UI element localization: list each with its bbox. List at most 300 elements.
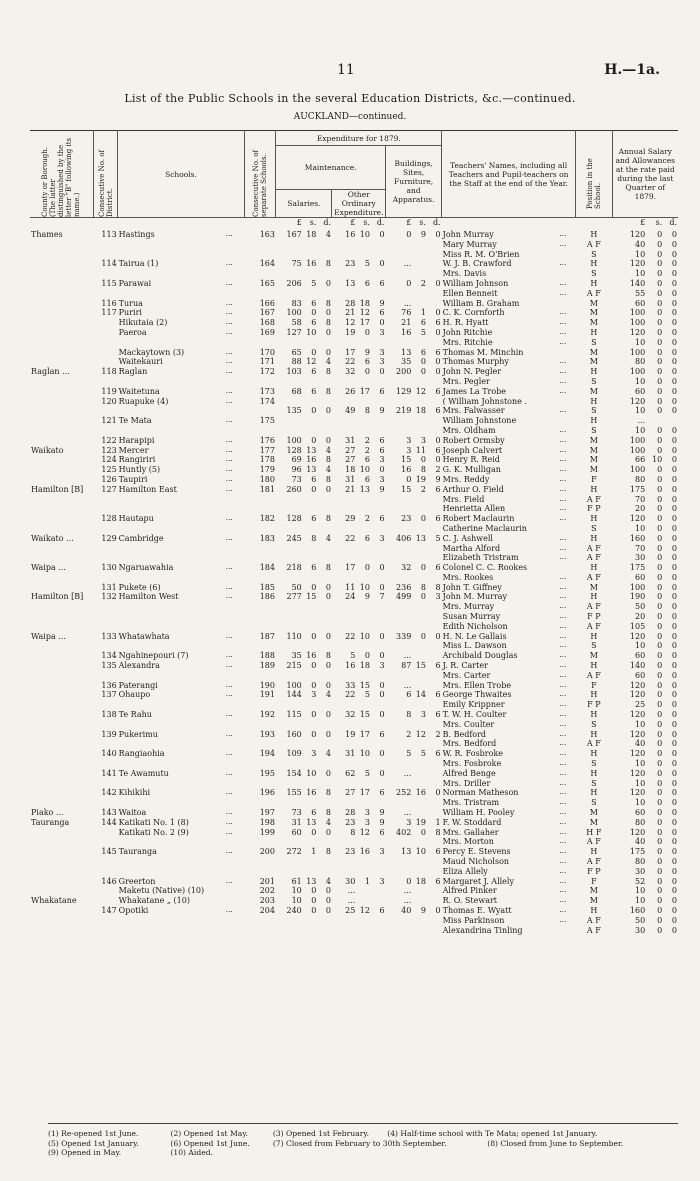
table-cell: 188 <box>259 651 275 661</box>
table-cell: 100 <box>629 445 646 455</box>
table-cell <box>371 553 386 563</box>
table-cell: 0 <box>657 230 663 239</box>
table-cell: 2 <box>364 435 370 445</box>
table-cell: 0 <box>379 749 385 759</box>
table-cell <box>412 573 427 583</box>
table-cell: 142 <box>101 788 117 798</box>
table-cell: 3 <box>379 455 385 465</box>
table-cell <box>93 377 117 387</box>
table-cell <box>225 622 244 632</box>
table-cell <box>317 524 332 534</box>
table-cell: 120 <box>629 768 646 778</box>
table-cell: ... <box>559 386 567 395</box>
table-cell: Waitetuna <box>118 386 160 396</box>
table-cell <box>386 504 413 514</box>
table-cell: 17 <box>345 563 356 573</box>
table-cell: 0 <box>311 631 317 641</box>
page-header <box>0 62 700 80</box>
table-cell <box>371 720 386 730</box>
table-cell <box>30 495 93 505</box>
table-row <box>30 338 678 348</box>
table-row <box>30 651 678 661</box>
table-cell <box>303 857 318 867</box>
table-cell <box>356 867 371 877</box>
table-cell: 167 <box>259 308 275 318</box>
table-cell: 3 <box>379 661 385 671</box>
table-cell <box>225 406 244 416</box>
table-cell: Mary Murray <box>442 239 497 249</box>
table-cell: 23 <box>345 847 356 857</box>
table-row <box>30 377 678 387</box>
table-cell: 199 <box>259 827 275 837</box>
table-cell: 206 <box>286 278 302 288</box>
table-cell <box>244 553 276 563</box>
table-cell <box>30 583 93 593</box>
table-cell: 19 <box>345 729 356 739</box>
table-cell <box>93 779 117 789</box>
table-cell: ... <box>559 621 567 630</box>
table-cell: 6 <box>364 278 370 288</box>
table-cell: 10 <box>635 719 646 729</box>
table-cell: ... <box>225 318 233 327</box>
table-cell: 0 <box>435 905 441 915</box>
table-cell: Ohaupo <box>118 690 151 700</box>
table-cell <box>276 338 303 348</box>
table-cell: ... <box>559 631 567 640</box>
table-cell <box>225 857 244 867</box>
table-cell: 100 <box>629 318 646 328</box>
table-cell: ... <box>559 494 567 503</box>
table-cell: Alexandra <box>118 661 160 671</box>
table-cell: Whakatane „ (10) <box>118 896 190 906</box>
table-cell: 0 <box>671 661 677 671</box>
table-cell: ( William Johnstone . <box>442 396 527 406</box>
table-cell <box>356 671 371 681</box>
table-cell: 499 <box>396 592 412 602</box>
table-cell <box>356 397 371 407</box>
table-cell: H <box>590 367 598 377</box>
table-cell: 0 <box>671 327 677 337</box>
table-cell: 18 <box>359 298 370 308</box>
footnote: (7) Closed from February to 30th September. <box>272 1138 447 1148</box>
table-cell: S <box>591 337 597 347</box>
table-cell <box>356 837 371 847</box>
table-cell: 0 <box>379 768 385 778</box>
table-cell: H <box>590 396 598 406</box>
table-cell <box>30 338 93 348</box>
table-cell <box>427 720 442 730</box>
table-cell <box>30 544 93 554</box>
table-cell <box>371 377 386 387</box>
table-cell: ... <box>225 455 233 464</box>
table-row <box>30 720 678 730</box>
table-cell: H <box>590 905 598 915</box>
table-cell <box>244 406 276 416</box>
table-cell: ... <box>559 278 567 287</box>
table-cell: 12 <box>359 308 370 318</box>
table-cell <box>225 269 244 279</box>
table-cell: 30 <box>635 925 646 935</box>
table-cell <box>332 837 356 847</box>
table-cell <box>427 240 442 250</box>
table-cell: 0 <box>364 651 370 661</box>
table-cell: M <box>589 808 598 818</box>
table-cell: 0 <box>311 896 317 906</box>
table-cell: 6 <box>435 386 441 396</box>
table-cell: 169 <box>259 327 275 337</box>
table-cell: William Johnson <box>442 278 509 288</box>
table-cell: ... <box>559 847 567 856</box>
table-cell <box>356 240 371 250</box>
table-cell <box>427 338 442 348</box>
table-cell: 0 <box>671 582 677 592</box>
table-cell: ... <box>403 298 412 308</box>
table-cell: Katikati No. 2 (9) <box>118 827 189 837</box>
table-cell <box>225 504 244 514</box>
table-cell: 0 <box>657 631 663 641</box>
table-cell: 12 <box>415 386 426 396</box>
table-cell: 9 <box>379 406 385 416</box>
table-cell: 120 <box>629 631 646 641</box>
table-cell: ... <box>225 259 233 268</box>
header-expenditure: Expenditure for 1879. <box>276 131 442 146</box>
table-cell: Percy E. Stevens <box>442 847 511 857</box>
table-cell: 0 <box>311 582 317 592</box>
table-cell: ... <box>225 690 233 699</box>
table-cell <box>30 553 93 563</box>
table-cell: 6 <box>435 445 441 455</box>
table-cell: H <box>590 768 598 778</box>
table-cell: Hautapu <box>118 514 154 524</box>
table-cell: 0 <box>379 367 385 377</box>
table-row <box>30 769 678 779</box>
table-cell: ... <box>559 357 567 366</box>
table-cell: 0 <box>671 465 677 475</box>
table-cell: 8 <box>325 514 331 524</box>
table-cell <box>225 641 244 651</box>
table-cell: 0 <box>435 435 441 445</box>
table-cell: 118 <box>101 367 117 377</box>
table-cell: 16 <box>401 465 412 475</box>
table-cell: ... <box>403 680 412 690</box>
table-cell <box>356 338 371 348</box>
table-cell <box>317 779 332 789</box>
table-cell: 8 <box>406 710 412 720</box>
table-cell: 0 <box>657 298 663 308</box>
table-cell: John N. Pegler <box>442 367 502 377</box>
table-cell: Opotiki <box>118 905 149 915</box>
table-cell <box>276 720 303 730</box>
table-cell <box>30 739 93 749</box>
table-cell: 0 <box>657 817 663 827</box>
table-cell <box>118 377 225 387</box>
table-cell <box>118 426 225 436</box>
table-cell <box>244 641 276 651</box>
table-cell: 0 <box>657 857 663 866</box>
table-cell: 17 <box>359 318 370 328</box>
table-cell <box>332 289 356 299</box>
table-cell <box>303 739 318 749</box>
table-cell: 18 <box>359 661 370 671</box>
table-cell: ... <box>559 484 567 493</box>
table-cell: 0 <box>671 915 677 925</box>
table-cell: 203 <box>259 896 275 906</box>
table-cell: 186 <box>259 592 275 602</box>
table-cell: ... <box>559 533 567 542</box>
table-cell <box>356 916 371 926</box>
table-cell: 0 <box>671 494 677 504</box>
table-cell: 0 <box>671 827 677 837</box>
table-cell <box>371 759 386 769</box>
table-cell <box>412 426 427 436</box>
table-cell: ... <box>225 827 233 836</box>
table-cell: 0 <box>671 602 677 612</box>
table-cell: ... <box>225 905 233 914</box>
table-cell <box>427 259 442 269</box>
table-cell: 136 <box>101 680 117 690</box>
table-cell <box>225 837 244 847</box>
table-cell <box>30 837 93 847</box>
table-cell: M <box>589 298 598 308</box>
table-cell <box>386 867 413 877</box>
table-cell: 3 <box>379 474 385 484</box>
table-cell: M <box>589 386 598 396</box>
table-cell <box>93 426 117 436</box>
table-cell <box>317 573 332 583</box>
table-cell: 31 <box>345 749 356 759</box>
table-cell: 3 <box>420 710 426 720</box>
table-cell: A F <box>586 543 601 553</box>
table-cell <box>386 720 413 730</box>
table-cell: ... <box>559 729 567 738</box>
table-cell <box>244 759 276 769</box>
table-cell <box>317 240 332 250</box>
table-cell: 5 <box>364 259 370 269</box>
table-row <box>30 348 678 358</box>
table-cell: 219 <box>396 406 412 416</box>
table-cell <box>332 916 356 926</box>
table-cell: 0 <box>671 670 677 680</box>
table-cell: Hamilton [B] <box>31 592 84 602</box>
table-cell: 0 <box>671 759 677 769</box>
footnotes <box>48 1123 678 1158</box>
table-cell <box>276 524 303 534</box>
table-cell <box>93 544 117 554</box>
table-cell: William H. Pooley <box>442 808 515 818</box>
table-cell: 117 <box>101 308 117 318</box>
table-cell: 0 <box>657 729 663 739</box>
table-cell: 0 <box>657 523 663 533</box>
table-cell: 0 <box>671 710 677 720</box>
table-cell <box>276 612 303 622</box>
table-cell: ... <box>225 465 233 474</box>
table-cell: 10 <box>635 778 646 788</box>
table-cell: 0 <box>657 563 663 573</box>
table-cell: 27 <box>345 455 356 465</box>
table-cell: S <box>591 376 597 386</box>
table-cell: 60 <box>635 670 646 680</box>
table-cell <box>386 289 413 299</box>
table-cell: 0 <box>671 808 677 818</box>
table-cell <box>559 250 576 260</box>
table-cell <box>225 495 244 505</box>
table-cell: 0 <box>435 308 441 318</box>
table-cell: ... <box>225 474 233 483</box>
table-cell: Waipa ... <box>31 563 66 573</box>
footnote: (1) Re-opened 1st June. <box>48 1129 139 1138</box>
table-cell: 0 <box>311 435 317 445</box>
table-cell <box>30 436 93 446</box>
table-cell: 6 <box>379 386 385 396</box>
table-cell: 76 <box>401 308 412 318</box>
table-cell: 133 <box>101 631 117 641</box>
table-cell <box>386 612 413 622</box>
table-cell <box>356 700 371 710</box>
table-cell: 0 <box>435 357 441 367</box>
table-cell: 135 <box>286 406 302 416</box>
table-cell: 0 <box>657 435 663 445</box>
table-cell <box>30 406 93 416</box>
table-cell: 140 <box>629 278 646 288</box>
table-cell: ... <box>559 553 567 562</box>
table-cell: M <box>589 347 598 357</box>
table-cell: 6 <box>379 905 385 915</box>
table-cell: 0 <box>657 376 663 386</box>
table-cell <box>371 926 386 936</box>
table-cell: 0 <box>657 425 663 435</box>
table-cell <box>93 504 117 514</box>
table-cell <box>317 504 332 514</box>
table-cell: 0 <box>325 592 331 602</box>
table-cell: 121 <box>101 416 117 426</box>
table-cell: 40 <box>635 239 646 249</box>
table-cell <box>118 573 225 583</box>
table-cell <box>30 269 93 279</box>
table-cell <box>30 289 93 299</box>
table-cell <box>317 397 332 407</box>
table-cell: 0 <box>406 230 412 239</box>
table-cell <box>559 524 576 534</box>
table-cell <box>386 779 413 789</box>
table-cell <box>303 269 318 279</box>
table-cell: 110 <box>286 631 302 641</box>
table-cell: 10 <box>635 896 646 906</box>
table-cell <box>356 612 371 622</box>
table-cell: 0 <box>657 621 663 631</box>
table-cell: 0 <box>671 514 677 524</box>
table-cell <box>427 671 442 681</box>
table-cell <box>356 269 371 279</box>
table-cell: Ellen Benneit <box>442 288 498 298</box>
table-cell: 5 <box>364 768 370 778</box>
table-cell: ... <box>559 337 567 346</box>
table-cell <box>276 916 303 926</box>
table-cell: 8 <box>435 582 441 592</box>
table-cell: ... <box>559 259 567 268</box>
table-cell <box>118 495 225 505</box>
table-cell: Miss Parkinson <box>442 915 505 925</box>
table-cell <box>30 916 93 926</box>
table-cell: 10 <box>359 465 370 475</box>
table-row <box>30 259 678 269</box>
table-cell <box>30 308 93 318</box>
table-cell: 4 <box>325 465 331 475</box>
table-cell: 0 <box>671 798 677 808</box>
table-cell: 3 <box>379 357 385 367</box>
table-cell: ... <box>225 563 233 572</box>
table-cell <box>118 857 225 867</box>
table-cell: 26 <box>345 386 356 396</box>
table-cell <box>356 250 371 260</box>
table-cell <box>118 406 225 416</box>
table-cell <box>118 250 225 260</box>
table-cell: 4 <box>325 230 331 239</box>
table-cell: 0 <box>325 710 331 720</box>
table-cell: ... <box>403 768 412 778</box>
table-cell: 0 <box>435 631 441 641</box>
table-cell: 32 <box>345 367 356 377</box>
table-cell: 193 <box>259 729 275 739</box>
table-cell: 134 <box>101 651 117 661</box>
table-cell: C. K. Cornforth <box>442 308 505 318</box>
table-cell: 0 <box>311 827 317 837</box>
table-cell: 0 <box>364 367 370 377</box>
table-cell: 0 <box>406 876 412 886</box>
table-cell: 131 <box>101 582 117 592</box>
table-cell <box>386 916 413 926</box>
table-cell: 202 <box>259 886 275 896</box>
table-cell: 83 <box>291 298 302 308</box>
table-cell: Te Rahu <box>118 710 152 720</box>
table-cell <box>317 857 332 867</box>
table-cell: 0 <box>671 837 677 847</box>
table-cell <box>317 720 332 730</box>
table-cell: 100 <box>629 367 646 377</box>
table-cell: ... <box>559 445 567 454</box>
table-cell: 0 <box>379 259 385 269</box>
table-cell: 23 <box>401 514 412 524</box>
table-cell: 0 <box>657 680 663 690</box>
table-cell: 10 <box>635 269 646 279</box>
table-cell: Alfred Pinker <box>442 886 497 896</box>
table-cell <box>332 250 356 260</box>
table-cell: M <box>589 465 598 475</box>
table-cell: Waikato ... <box>31 533 74 543</box>
table-cell: H <box>590 729 598 739</box>
table-cell: 0 <box>379 582 385 592</box>
table-cell: Henrietta Allen <box>442 504 506 514</box>
table-row <box>30 357 678 367</box>
table-cell <box>317 700 332 710</box>
table-cell <box>244 289 276 299</box>
table-cell: 65 <box>291 347 302 357</box>
table-cell: A F <box>586 602 601 612</box>
table-cell <box>93 348 117 358</box>
table-cell <box>303 926 318 936</box>
table-cell: H. N. Le Gallais <box>442 631 507 641</box>
table-cell <box>412 250 427 260</box>
table-cell <box>356 553 371 563</box>
table-cell: Emily Krippner <box>442 700 505 710</box>
table-cell: M <box>589 651 598 661</box>
table-cell: ... <box>225 651 233 660</box>
table-cell: 0 <box>657 886 663 896</box>
table-cell <box>371 612 386 622</box>
table-cell <box>30 318 93 328</box>
table-cell <box>356 573 371 583</box>
table-cell: 10 <box>635 523 646 533</box>
table-cell <box>30 759 93 769</box>
